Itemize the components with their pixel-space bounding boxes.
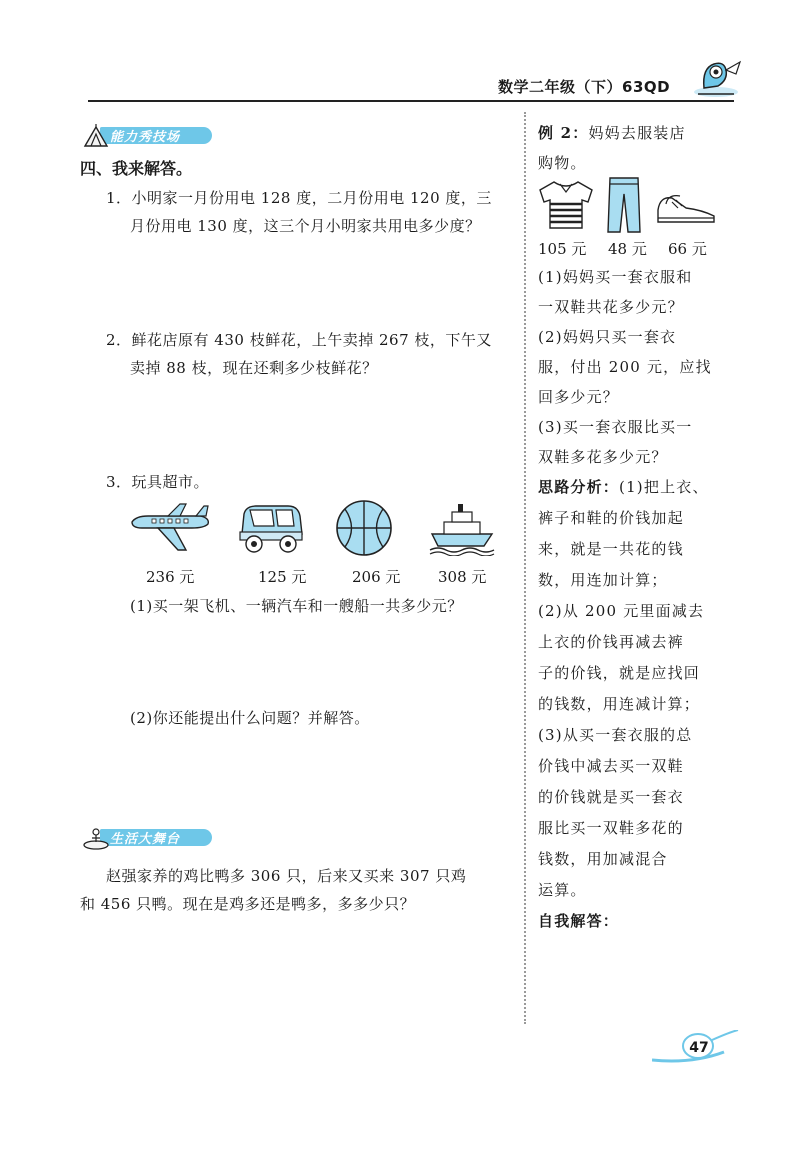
logo-icon — [690, 50, 746, 102]
life-banner — [82, 826, 222, 850]
shoes-icon — [656, 188, 718, 228]
header-title: 数学二年级（下）63QD — [498, 78, 671, 96]
life-banner-label: 生活大舞台 — [110, 832, 181, 847]
sidebar-q2a: (2)妈妈只买一套衣 — [538, 328, 677, 346]
tent-icon — [82, 124, 110, 148]
page-number: 47 — [689, 1040, 709, 1056]
analysis-a1b: 裤子和鞋的价钱加起 — [538, 509, 684, 527]
analysis-a3f: 运算。 — [538, 881, 587, 899]
section-heading: 四、我来解答。 — [80, 159, 193, 178]
toy-car-icon — [236, 498, 306, 556]
q3-sub2: (2)你还能提出什么问题？并解答。 — [130, 709, 370, 727]
example-text1: 妈妈去服装店 — [588, 124, 686, 142]
ship-icon — [428, 500, 496, 556]
q2-line1: 2．鲜花店原有 430 枝鲜花，上午卖掉 267 枝，下午又 — [106, 331, 492, 349]
header-rule — [88, 100, 734, 102]
analysis-a1a: (1)把上衣、 — [619, 478, 709, 496]
sidebar-q3b: 双鞋多花多少元？ — [538, 448, 668, 466]
shoes-price: 66 元 — [668, 240, 707, 258]
sidebar-q2b: 服，付出 200 元，应找 — [538, 358, 712, 376]
ability-banner — [82, 124, 222, 148]
shirt-icon — [536, 180, 596, 230]
analysis-a3a: (3)从买一套衣服的总 — [538, 726, 693, 744]
example-label: 例 2： — [538, 124, 589, 142]
analysis-a3c: 的价钱就是买一套衣 — [538, 788, 684, 806]
sidebar-q3a: (3)买一套衣服比买一 — [538, 418, 693, 436]
column-divider — [524, 112, 526, 1024]
analysis-label: 思路分析： — [538, 478, 620, 496]
life-line2: 和 456 只鸭。现在是鸡多还是鸭多，多多少只？ — [80, 895, 416, 913]
q1-line1: 1．小明家一月份用电 128 度，二月份用电 120 度，三 — [106, 189, 492, 207]
ball-price: 206 元 — [352, 568, 401, 586]
analysis-a3d: 服比买一双鞋多花的 — [538, 819, 684, 837]
pants-price: 48 元 — [608, 240, 647, 258]
example-text2: 购物。 — [538, 154, 587, 172]
q3-sub1: (1)买一架飞机、一辆汽车和一艘船一共多少元？ — [130, 597, 463, 615]
ability-banner-label: 能力秀技场 — [110, 130, 181, 145]
shirt-price: 105 元 — [538, 240, 587, 258]
analysis-a1c: 来，就是一共花的钱 — [538, 540, 684, 558]
q3-title: 3．玩具超市。 — [106, 473, 210, 491]
car-price: 125 元 — [258, 568, 307, 586]
analysis-a3b: 价钱中减去买一双鞋 — [538, 757, 684, 775]
sidebar-q2c: 回多少元？ — [538, 388, 620, 406]
stage-icon — [82, 826, 110, 850]
pants-icon — [606, 176, 642, 234]
analysis-a3e: 钱数，用加减混合 — [538, 850, 668, 868]
self-answer-label: 自我解答： — [538, 912, 620, 930]
airplane-price: 236 元 — [146, 568, 195, 586]
airplane-icon — [128, 502, 212, 554]
analysis-a2b: 上衣的价钱再减去裤 — [538, 633, 684, 651]
q2-line2: 卖掉 88 枝，现在还剩多少枝鲜花？ — [130, 359, 378, 377]
sidebar-q1a: (1)妈妈买一套衣服和 — [538, 268, 693, 286]
analysis-line1 — [538, 472, 724, 503]
analysis-a1d: 数，用连加计算； — [538, 571, 668, 589]
example-line1 — [538, 118, 724, 149]
analysis-a2d: 的钱数，用连减计算； — [538, 695, 701, 713]
analysis-a2a: (2)从 200 元里面减去 — [538, 602, 705, 620]
sidebar-q1b: 一双鞋共花多少元？ — [538, 298, 684, 316]
life-line1: 赵强家养的鸡比鸭多 306 只，后来又买来 307 只鸡 — [106, 867, 467, 885]
analysis-a2c: 子的价钱，就是应找回 — [538, 664, 701, 682]
q1-line2: 月份用电 130 度，这三个月小明家共用电多少度？ — [130, 217, 481, 235]
basketball-icon — [334, 498, 394, 558]
ship-price: 308 元 — [438, 568, 487, 586]
